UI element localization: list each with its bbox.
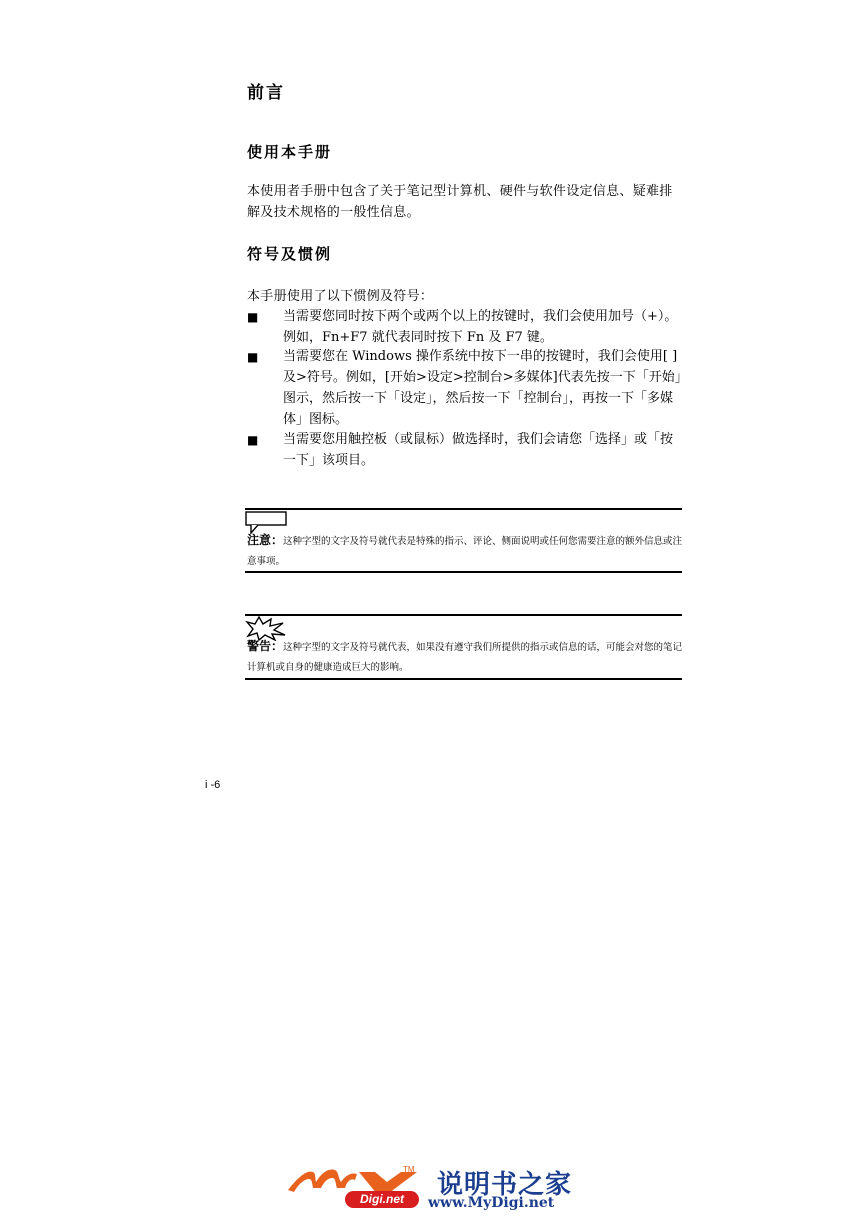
warning-label: 警告： bbox=[247, 639, 284, 653]
bullet-item: 当需要您同时按下两个或两个以上的按键时，我们会使用加号（+）。例如，Fn+F7 就代表同时按下 Fn 及 F7 键。 bbox=[283, 309, 678, 345]
bullet-marker: ■ bbox=[247, 433, 259, 447]
note-label: 注意： bbox=[247, 533, 284, 547]
warning-bottom-rule bbox=[245, 678, 682, 680]
note-bottom-rule bbox=[245, 571, 682, 573]
section-title-manual: 使用本手册 bbox=[247, 143, 333, 161]
watermark-url: www.MyDigi.net bbox=[428, 1195, 555, 1211]
note-top-rule bbox=[245, 508, 682, 510]
logo-badge: Digi.net bbox=[345, 1191, 419, 1208]
note-text bbox=[247, 530, 683, 572]
warning-body: 这种字型的文字及符号就代表，如果没有遵守我们所提供的指示或信息的话，可能会对您的笔记计算机或自身的健康造成巨大的影响。 bbox=[247, 642, 683, 673]
conventions-intro: 本手册使用了以下惯例及符号： bbox=[247, 289, 434, 304]
preface-title: 前言 bbox=[247, 83, 285, 103]
bullet-marker: ■ bbox=[247, 350, 259, 364]
warning-text bbox=[247, 636, 683, 678]
watermark-site-name: 说明书之家 bbox=[437, 1170, 573, 1200]
warning-top-rule bbox=[245, 614, 682, 616]
page-number: i -6 bbox=[205, 779, 221, 791]
bullet-marker: ■ bbox=[247, 310, 259, 324]
section-title-conventions: 符号及惯例 bbox=[247, 245, 333, 263]
bullet-item: 当需要您在 Windows 操作系统中按下一串的按键时，我们会使用[ ]及>符号。例如，[开始>设定>控制台>多媒体]代表先按一下「开始」图示，然后按一下「设定」，然后按一下「控制台」，再按一下「多媒体」图标。 bbox=[283, 349, 682, 427]
bullet-item: 当需要您用触控板（或鼠标）做选择时，我们会请您「选择」或「按一下」该项目。 bbox=[283, 432, 674, 468]
logo-trademark: TM bbox=[403, 1165, 415, 1174]
section-body-manual: 本使用者手册中包含了关于笔记型计算机、硬件与软件设定信息、疑难排解及技术规格的一般性信息。 bbox=[247, 184, 673, 220]
note-body: 这种字型的文字及符号就代表是特殊的指示、评论、侧面说明或任何您需要注意的额外信息或注意事项。 bbox=[247, 536, 683, 567]
watermark-logo bbox=[285, 1162, 585, 1218]
